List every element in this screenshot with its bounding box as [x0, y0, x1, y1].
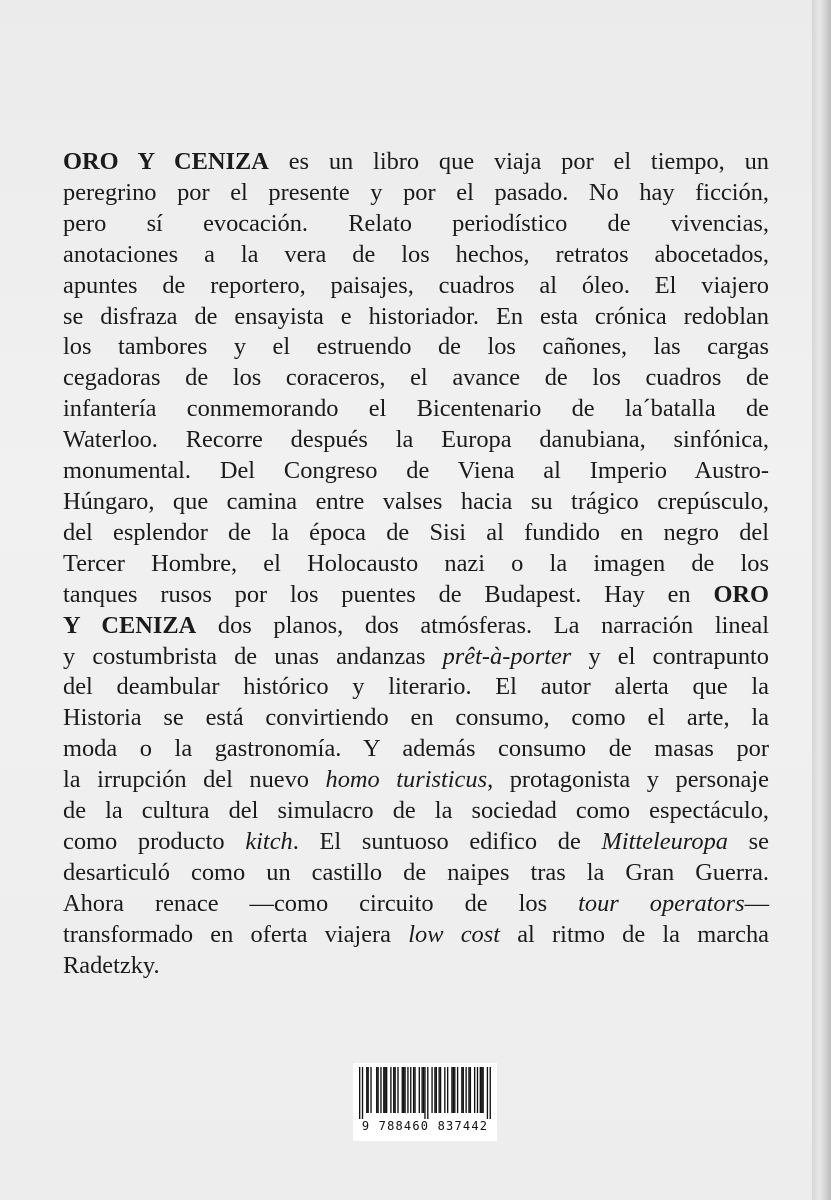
barcode-bar: [404, 1067, 405, 1113]
barcode-bar: [359, 1067, 360, 1119]
barcode-bar: [377, 1067, 378, 1113]
barcode-bar: [410, 1067, 411, 1113]
blurb-text: los tambores y el estruendo de los cañones, las cargas: [63, 333, 769, 361]
barcode-bar: [468, 1067, 469, 1113]
blurb-line: [63, 425, 769, 456]
blurb-text: Húngaro, que camina entre valses hacia su trágico crepúsculo,: [63, 487, 769, 515]
barcode-bar: [393, 1067, 394, 1113]
barcode-bar: [380, 1067, 381, 1113]
barcode-bar: [434, 1067, 435, 1113]
blurb-line: [63, 703, 769, 734]
blurb-line: [63, 240, 769, 271]
blurb-text: Radetzky.: [63, 951, 160, 979]
barcode-bar: [457, 1067, 458, 1113]
blurb-text: pero sí evocación. Relato periodístico de vivencias,: [63, 209, 769, 237]
blurb-text: . El suntuoso edifico de: [292, 827, 602, 855]
blurb-line: [63, 765, 769, 796]
blurb-text: al ritmo de la marcha: [499, 920, 769, 948]
barcode-bar: [463, 1067, 464, 1113]
blurb-line: [63, 580, 769, 611]
blurb-line: [63, 827, 769, 858]
barcode-bar: [362, 1067, 363, 1119]
barcode-bar: [451, 1067, 452, 1113]
blurb-line: [63, 456, 769, 487]
barcode-bar: [440, 1067, 441, 1113]
blurb-text: tanques rusos por los puentes de Budapest. Hay en: [63, 580, 714, 608]
blurb-text: y costumbrista de unas andanzas: [63, 642, 443, 670]
barcode-bar: [454, 1067, 455, 1113]
blurb-text: dos planos, dos atmósferas. La narración lineal: [196, 611, 769, 639]
barcode-bar: [402, 1067, 403, 1113]
barcode-bar: [419, 1067, 420, 1113]
blurb-text: Ahora renace —como circuito de los: [63, 889, 579, 917]
blurb-line: [63, 209, 769, 240]
blurb-line: [63, 796, 769, 827]
blurb-text: y el contrapunto: [571, 642, 769, 670]
barcode-bar: [470, 1067, 471, 1113]
blurb-text: del esplendor de la época de Sisi al fundido en negro del: [63, 518, 769, 546]
barcode-bar: [421, 1067, 422, 1113]
blurb-line: [63, 518, 769, 549]
blurb-line: [63, 394, 769, 425]
barcode-bar: [447, 1067, 448, 1113]
italic-text: kitch: [245, 827, 293, 855]
barcode-bar: [394, 1067, 395, 1113]
blurb-text: , protagonista y personaje: [487, 766, 769, 794]
blurb-text: anotaciones a la vera de los hechos, retratos abocetados,: [63, 240, 769, 268]
blurb-text: apuntes de reportero, paisajes, cuadros al óleo. El viajero: [63, 271, 769, 299]
blurb-line: [63, 271, 769, 302]
book-title-text: Y CENIZA: [63, 611, 197, 639]
blurb-line: [63, 363, 769, 394]
blurb-line: [63, 734, 769, 765]
barcode-bar: [423, 1067, 424, 1113]
blurb-line: [63, 672, 769, 703]
blurb-line: [63, 889, 769, 920]
barcode-bar: [465, 1067, 466, 1113]
blurb-text: Waterloo. Recorre después la Europa danubiana, sinfónica,: [63, 426, 769, 454]
blurb-line: [63, 487, 769, 518]
barcode-bar: [444, 1067, 445, 1113]
italic-text: homo turisticus: [325, 766, 488, 794]
barcode-bar: [477, 1067, 478, 1113]
blurb-line: [63, 920, 769, 951]
barcode-bar: [366, 1067, 367, 1113]
barcode-bar: [383, 1067, 384, 1113]
barcode-bar: [487, 1067, 488, 1119]
barcode-bar: [386, 1067, 387, 1113]
barcode-bar: [490, 1067, 491, 1119]
isbn-barcode: [353, 1063, 497, 1141]
barcode-bar: [413, 1067, 414, 1113]
barcode-bar: [424, 1067, 425, 1119]
barcode-bar: [438, 1067, 439, 1113]
blurb-line: [63, 178, 769, 209]
barcode-bar: [368, 1067, 369, 1113]
blurb-text: del deambular histórico y literario. El autor alerta que la: [63, 673, 769, 701]
barcode-bar: [480, 1067, 481, 1113]
barcode-bar: [390, 1067, 391, 1113]
blurb-text: —: [744, 889, 769, 917]
blurb-text: moda o la gastronomía. Y además consumo de masas por: [63, 735, 769, 763]
italic-text: Mitteleuropa: [601, 827, 728, 855]
barcode-bar: [376, 1067, 377, 1113]
blurb-line: [63, 642, 769, 673]
barcode-bar: [453, 1067, 454, 1113]
book-title-text: ORO Y CENIZA: [63, 148, 269, 175]
blurb-line: [63, 302, 769, 333]
blurb-text: peregrino por el presente y por el pasado. No hay ficción,: [63, 178, 769, 206]
blurb-text: transformado en oferta viajera: [63, 920, 409, 948]
barcode-bar: [461, 1067, 462, 1113]
barcode-bar: [474, 1067, 475, 1113]
blurb-text: de la cultura del simulacro de la sociedad como espectáculo,: [63, 797, 769, 825]
blurb-line: [63, 611, 769, 642]
italic-text: tour operators: [578, 889, 745, 917]
isbn-number: 9 788460 837442: [361, 1119, 489, 1133]
blurb-text: monumental. Del Congreso de Viena al Imperio Austro-: [63, 457, 769, 485]
blurb-text: se disfraza de ensayista e historiador. En esta crónica redoblan: [63, 302, 769, 330]
blurb-text: se: [727, 827, 769, 855]
barcode-bar: [370, 1067, 371, 1113]
barcode-bar: [482, 1067, 483, 1113]
barcode-bar: [436, 1067, 437, 1113]
barcode-bar: [403, 1067, 404, 1113]
blurb-text: la irrupción del nuevo: [63, 766, 326, 794]
barcode-bar: [397, 1067, 398, 1113]
italic-text: low cost: [408, 920, 500, 948]
book-title-text: ORO: [713, 580, 769, 608]
book-edge: [812, 0, 831, 1200]
blurb-line: [63, 951, 769, 982]
blurb-text: desarticuló como un castillo de naipes tras la Gran Guerra.: [63, 858, 769, 886]
blurb-text: Tercer Hombre, el Holocausto nazi o la imagen de los: [63, 549, 769, 577]
barcode-bar: [481, 1067, 482, 1113]
blurb-line: [63, 147, 769, 178]
blurb-text: infantería conmemorando el Bicentenario de la´batalla de: [63, 395, 769, 423]
blurb-line: [63, 549, 769, 580]
blurb-text: es un libro que viaja por el tiempo, un: [268, 148, 769, 175]
back-cover-blurb: [63, 147, 769, 981]
blurb-text: Historia se está convirtiendo en consumo, como el arte, la: [63, 704, 769, 732]
barcode-bar: [385, 1067, 386, 1113]
barcode-bar: [427, 1067, 428, 1119]
barcode-bar: [431, 1067, 432, 1113]
blurb-text: como producto: [63, 827, 246, 855]
barcode-bar: [407, 1067, 408, 1113]
blurb-line: [63, 332, 769, 363]
barcode-bar: [414, 1067, 415, 1113]
blurb-text: cegadoras de los coraceros, el avance de los cuadros de: [63, 364, 769, 392]
italic-text: prêt-à-porter: [442, 642, 572, 670]
barcode-icon: [359, 1067, 491, 1119]
blurb-line: [63, 858, 769, 889]
